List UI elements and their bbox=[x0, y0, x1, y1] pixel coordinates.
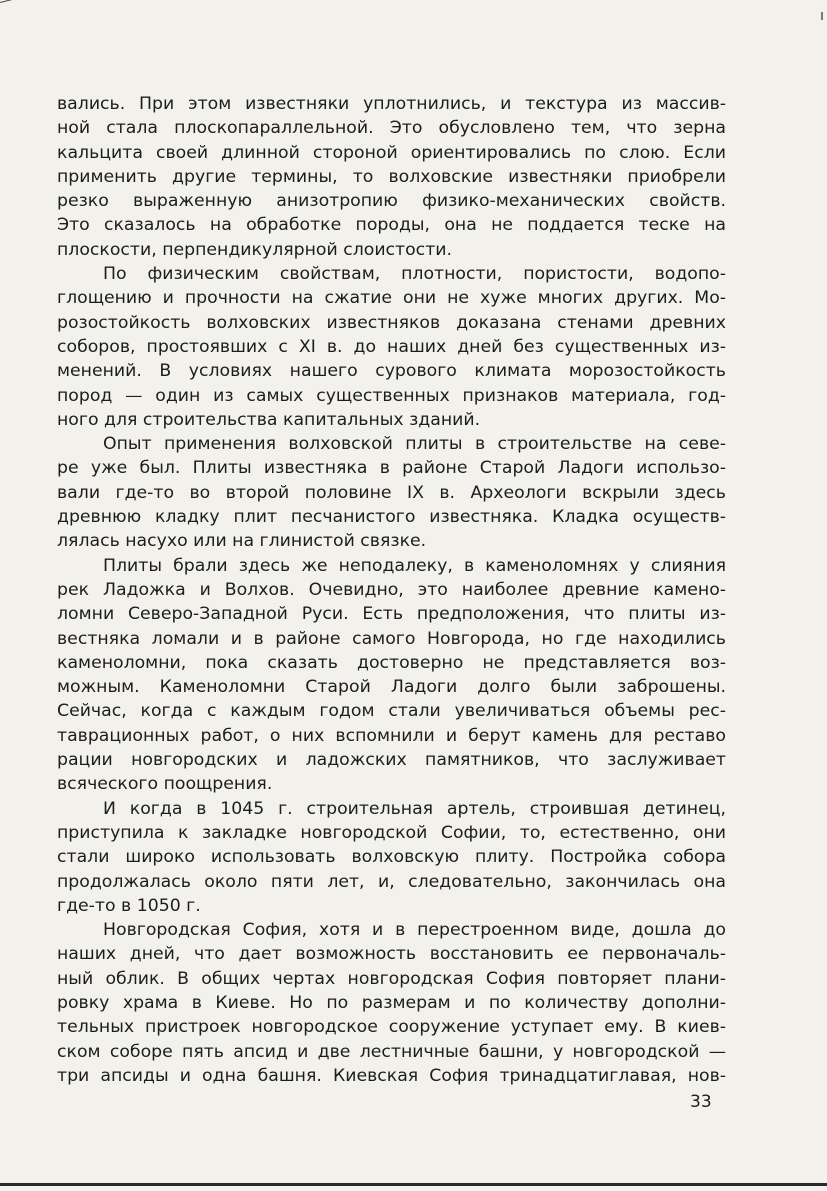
text-line: таврационных работ, о них вспомнили и берут камень для реставо bbox=[57, 725, 726, 746]
text-line: пород — один из самых существенных признаков материала, год- bbox=[57, 385, 726, 406]
text-line: ровку храма в Киеве. Но по размерам и по количеству дополни- bbox=[57, 992, 726, 1013]
bottom-scan-edge bbox=[0, 1183, 827, 1186]
scan-edge-mark-right bbox=[821, 12, 823, 20]
text-line: тельных пристроек новгородское сооружение уступает ему. В киев- bbox=[57, 1017, 726, 1038]
text-line: Опыт применения волховской плиты в строительстве на севе- bbox=[103, 434, 726, 455]
text-line: розостойкость волховских известняков доказана стенами древних bbox=[57, 312, 726, 333]
text-line: рации новгородских и ладожских памятников, что заслуживает bbox=[57, 750, 726, 771]
text-line: глощению и прочности на сжатие они не хуже многих других. Мо- bbox=[57, 288, 726, 309]
text-line: всяческого поощрения. bbox=[57, 774, 273, 795]
text-line: каменоломни, пока сказать достоверно не представляется воз- bbox=[57, 652, 726, 673]
text-line: вались. При этом известняки уплотнились, и текстура из массив- bbox=[57, 94, 726, 114]
text-line: рек Ладожка и Волхов. Очевидно, это наиболее древние камено- bbox=[57, 579, 726, 600]
text-line: резко выраженную анизотропию физико-механических свойств. bbox=[57, 191, 726, 212]
text-line: продолжалась около пяти лет, и, следовательно, закончилась она bbox=[57, 871, 726, 892]
text-line: можным. Каменоломни Старой Ладоги долго были заброшены. bbox=[57, 677, 726, 698]
text-line: вестняка ломали и в районе самого Новгорода, но где находились bbox=[57, 628, 726, 649]
text-line: ломни Северо-Западной Руси. Есть предположения, что плиты из- bbox=[57, 604, 726, 625]
text-line: И когда в 1045 г. строительная артель, строившая детинец, bbox=[103, 798, 726, 819]
text-line: соборов, простоявших с XI в. до наших дней без существенных из- bbox=[57, 336, 726, 357]
text-line: плоскости, перпендикулярной слоистости. bbox=[57, 239, 452, 260]
text-line: ной стала плоскопараллельной. Это обусловлено тем, что зерна bbox=[57, 118, 726, 139]
text-line: Сейчас, когда с каждым годом стали увеличиваться объемы рес- bbox=[57, 701, 726, 722]
text-line: древнюю кладку плит песчанистого известняка. Кладка осуществ- bbox=[57, 507, 726, 528]
text-line: приступила к закладке новгородской Софии, то, естественно, они bbox=[57, 822, 726, 843]
text-line: стали широко использовать волховскую плиту. Постройка собора bbox=[57, 847, 726, 868]
scan-edge-mark bbox=[0, 0, 22, 3]
text-line: Новгородская София, хотя и в перестроенном виде, дошла до bbox=[103, 920, 726, 941]
page-number: 33 bbox=[690, 1092, 712, 1112]
text-line: три апсиды и одна башня. Киевская София тринадцатиглавая, нов- bbox=[57, 1065, 726, 1086]
text-line: ного для строительства капитальных зданий. bbox=[57, 409, 481, 430]
text-line: ре уже был. Плиты известняка в районе Старой Ладоги использо- bbox=[57, 458, 726, 479]
text-line: По физическим свойствам, плотности, пористости, водопо- bbox=[103, 264, 726, 285]
body-text bbox=[57, 92, 726, 1088]
text-line: вали где-то во второй половине IX в. Археологи вскрыли здесь bbox=[57, 482, 726, 503]
text-line: ском соборе пять апсид и две лестничные башни, у новгородской — bbox=[57, 1041, 726, 1062]
text-line: Плиты брали здесь же неподалеку, в каменоломнях у слияния bbox=[103, 555, 726, 576]
text-line: лялась насухо или на глинистой связке. bbox=[57, 531, 427, 552]
text-line: ный облик. В общих чертах новгородская София повторяет плани- bbox=[57, 968, 726, 989]
text-line: Это сказалось на обработке породы, она не поддается теске на bbox=[57, 215, 726, 236]
text-line: кальцита своей длинной стороной ориентировались по слою. Если bbox=[57, 142, 726, 163]
text-line: где-то в 1050 г. bbox=[57, 895, 201, 916]
text-line: применить другие термины, то волховские известняки приобрели bbox=[57, 166, 726, 187]
text-line: менений. В условиях нашего сурового климата морозостойкость bbox=[57, 361, 726, 382]
text-line: наших дней, что дает возможность восстановить ее первоначаль- bbox=[57, 944, 726, 965]
